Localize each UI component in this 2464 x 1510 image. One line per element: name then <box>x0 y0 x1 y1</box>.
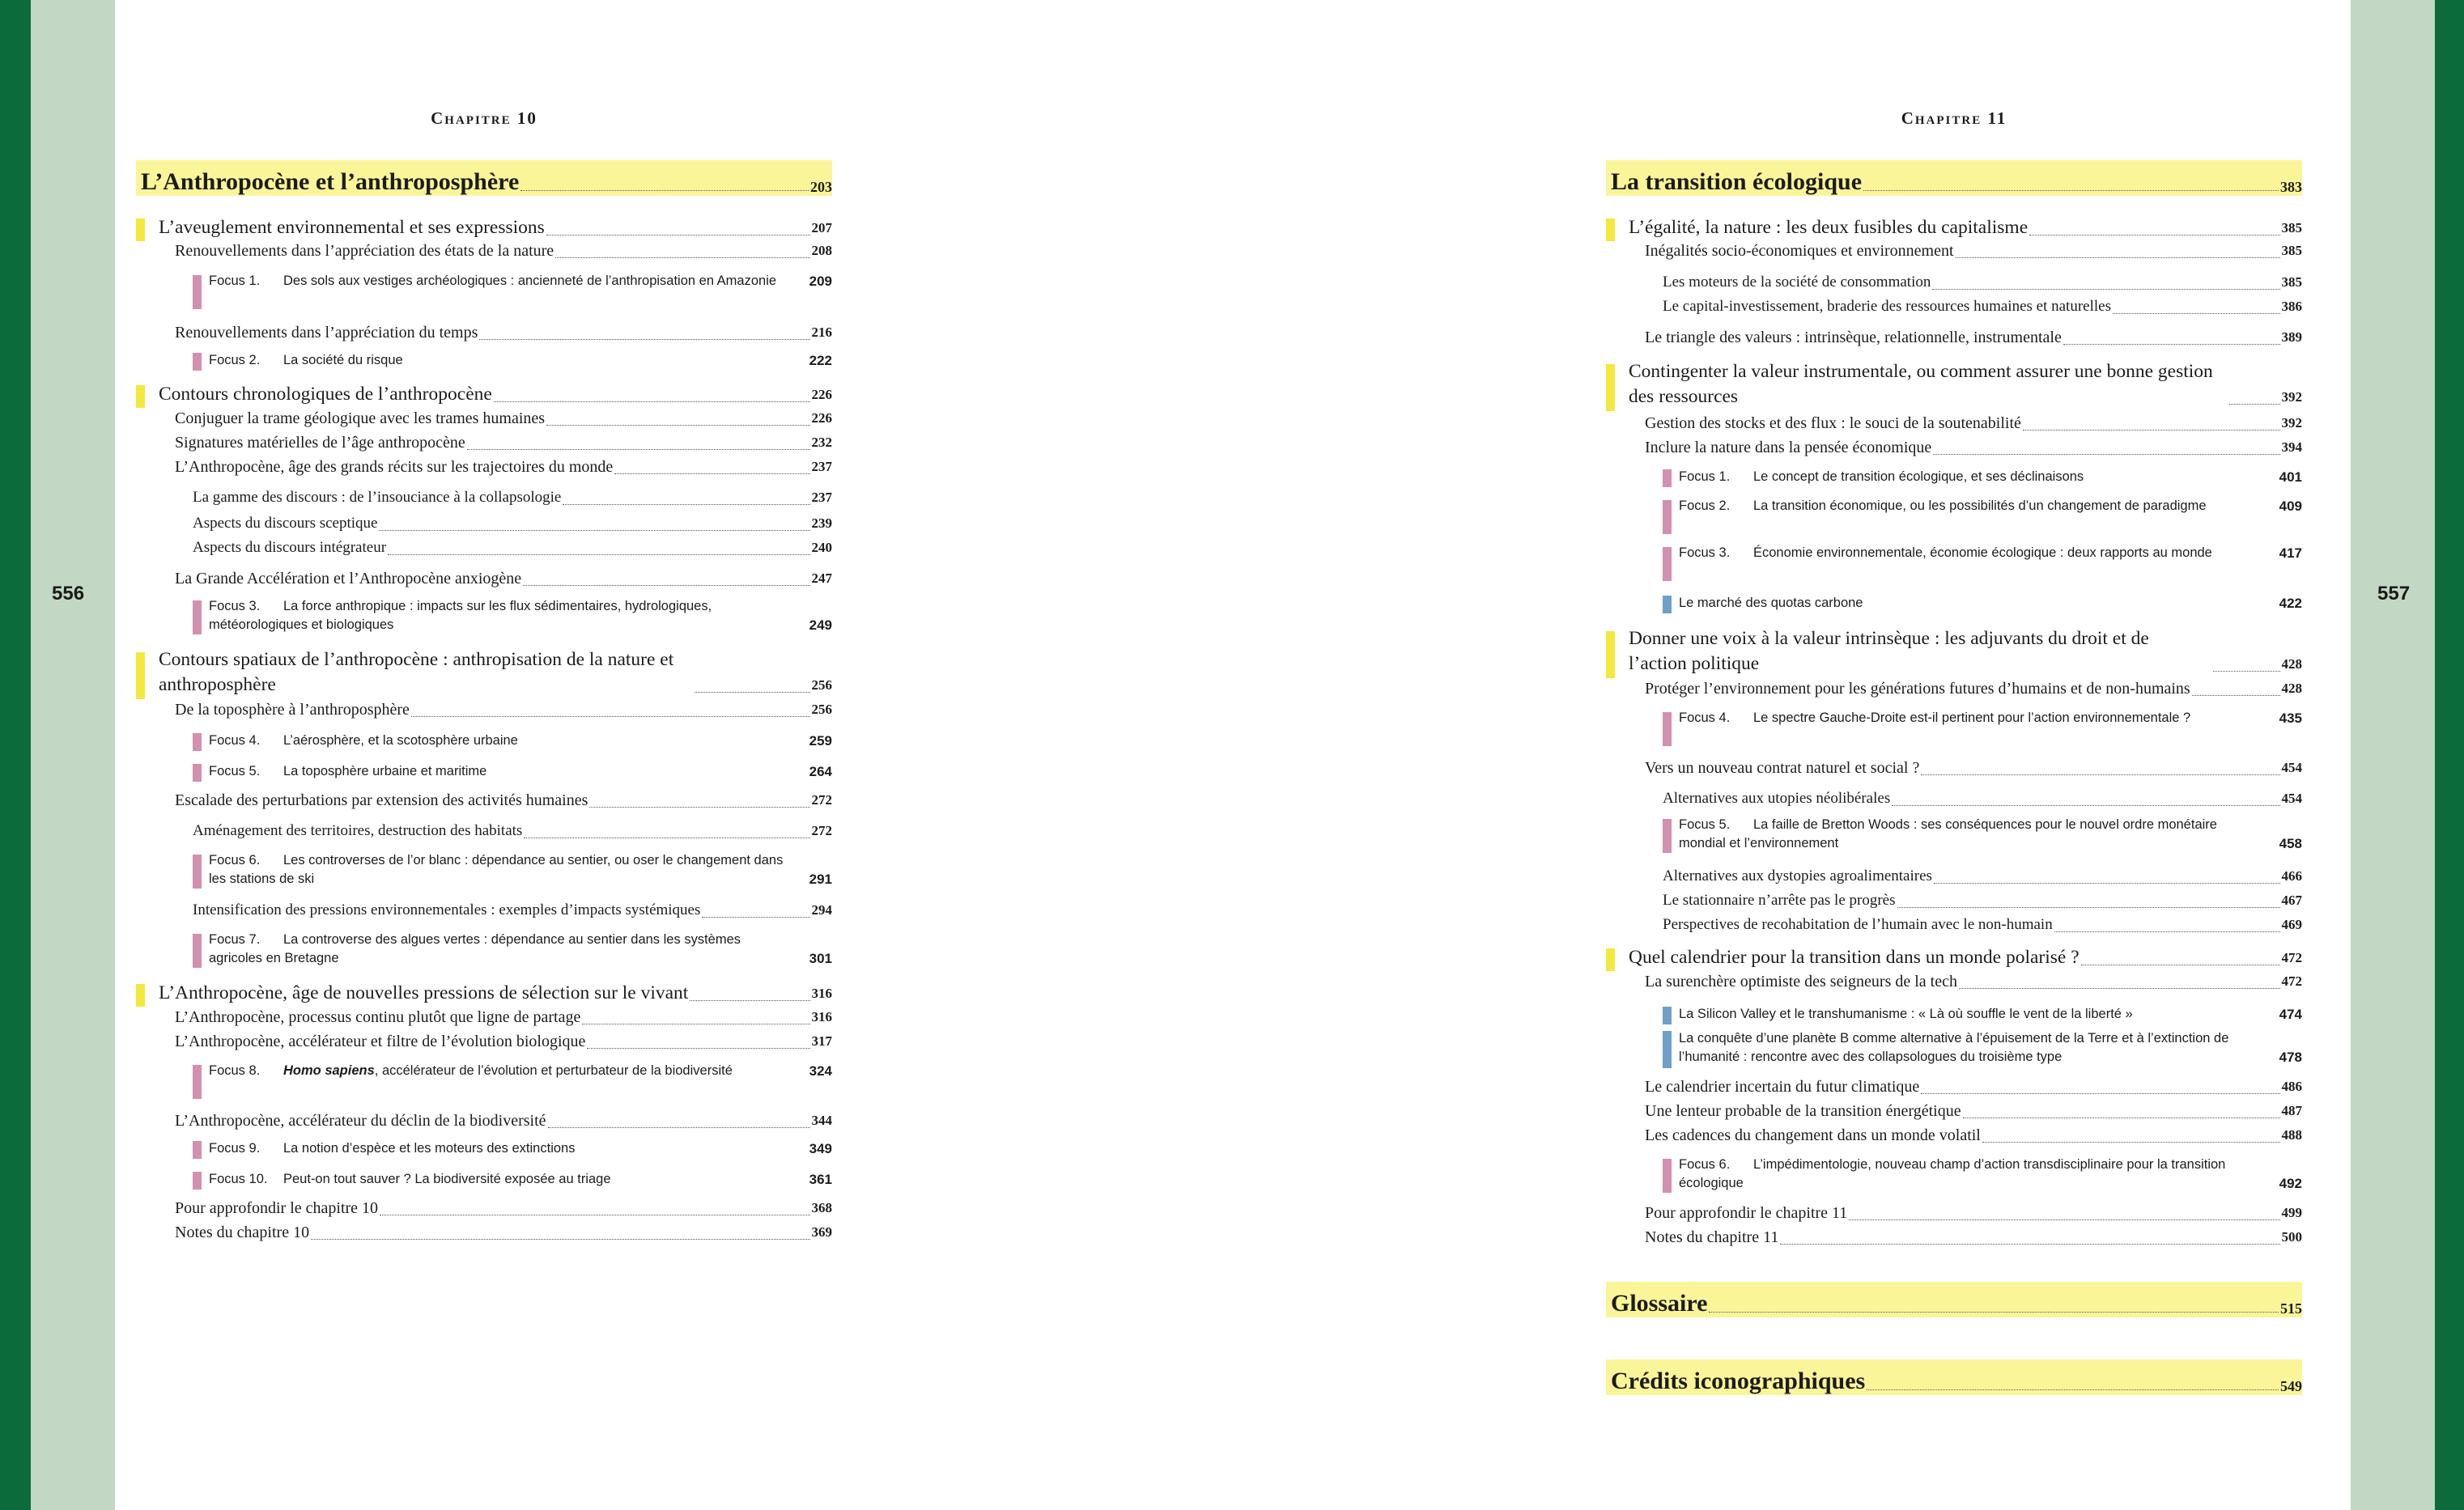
focus-marker <box>1663 500 1672 534</box>
toc-aside[interactable]: La conquête d’une planète B comme alternative à l’épuisement de la Terre et à l’extinction de l’humanité : rencontre avec des collapsologues du troisième type 478 <box>1679 1031 2302 1065</box>
part-heading[interactable] <box>136 160 832 196</box>
toc-subsection[interactable]: Escalade des perturbations par extension des activités humaines 272 <box>175 791 832 809</box>
toc-focus[interactable]: Focus 7. La controverse des algues vertes : dépendance au sentier dans les systèmes agricoles en Bretagne 301 <box>209 932 832 966</box>
toc-subsection[interactable]: Une lenteur probable de la transition énergétique 487 <box>1645 1102 2302 1120</box>
toc-aside[interactable]: Le marché des quotas carbone 422 <box>1679 596 2302 611</box>
focus-marker <box>1663 819 1672 853</box>
toc-focus[interactable]: Focus 10. Peut-on tout sauver ? La biodiversité exposée au triage 361 <box>209 1172 832 1187</box>
toc-subsubsection[interactable]: Aspects du discours intégrateur 240 <box>193 539 832 556</box>
focus-marker <box>193 733 202 751</box>
section-marker <box>136 218 145 241</box>
toc-subsection[interactable]: La Grande Accélération et l’Anthropocène anxiogène 247 <box>175 570 832 587</box>
part-heading[interactable] <box>1606 160 2302 196</box>
left-edge-dark-band <box>0 0 31 1510</box>
toc-subsubsection[interactable]: La gamme des discours : de l’insouciance à la collapsologie 237 <box>193 489 832 506</box>
toc-section[interactable]: Contours spatiaux de l’anthropocène : anthropisation de la nature et anthroposphère 256 <box>159 649 832 695</box>
toc-aside[interactable]: La Silicon Valley et le transhumanisme : « Là où souffle le vent de la liberté » 474 <box>1679 1007 2302 1022</box>
toc-subsection[interactable]: Gestion des stocks et des flux : le souci de la soutenabilité 392 <box>1645 414 2302 432</box>
aside-marker <box>1663 1007 1672 1024</box>
section-marker <box>1606 218 1615 241</box>
focus-marker <box>193 600 202 634</box>
section-marker <box>136 385 145 408</box>
focus-marker <box>193 855 202 889</box>
toc-subsubsection[interactable]: Le capital-investissement, braderie des ressources humaines et naturelles 386 <box>1663 298 2302 315</box>
page-number-left: 556 <box>52 583 85 604</box>
focus-marker <box>1663 469 1672 487</box>
toc-section[interactable]: L’Anthropocène, âge de nouvelles pressions de sélection sur le vivant 316 <box>159 982 832 1003</box>
toc-subsection[interactable]: Inégalités socio-économiques et environnement 385 <box>1645 242 2302 260</box>
toc-focus[interactable]: Focus 4. Le spectre Gauche-Droite est-il pertinent pour l’action environnementale ? 435 <box>1679 710 2302 726</box>
toc-section[interactable]: L’aveuglement environnemental et ses expressions 207 <box>159 217 832 238</box>
section-marker <box>136 652 145 699</box>
part-page: 383 <box>2280 179 2302 195</box>
italic-species-name: Homo sapiens <box>283 1063 375 1078</box>
focus-marker <box>193 275 202 309</box>
toc-subsection[interactable]: Inclure la nature dans la pensée économique 394 <box>1645 439 2302 456</box>
toc-focus[interactable]: Focus 6. Les controverses de l’or blanc : dépendance au sentier, ou oser le changement dans les stations de ski 291 <box>209 853 832 887</box>
toc-subsection[interactable]: Conjuguer la trame géologique avec les trames humaines 226 <box>175 409 832 427</box>
section-marker <box>1606 631 1615 678</box>
toc-subsection[interactable]: De la toposphère à l’anthroposphère 256 <box>175 701 832 719</box>
focus-marker <box>1663 712 1672 746</box>
section-marker <box>1606 948 1615 971</box>
focus-marker <box>1663 1159 1672 1193</box>
toc-subsubsection[interactable]: Aspects du discours sceptique 239 <box>193 515 832 532</box>
toc-section[interactable]: Contingenter la valeur instrumentale, ou comment assurer une bonne gestion des ressources 392 <box>1629 361 2302 407</box>
toc-focus[interactable]: Focus 1. Le concept de transition écologique, et ses déclinaisons 401 <box>1679 469 2302 485</box>
toc-subsubsection[interactable]: Intensification des pressions environnementales : exemples d’impacts systémiques 294 <box>193 901 832 918</box>
toc-subsection[interactable]: Le calendrier incertain du futur climatique 486 <box>1645 1078 2302 1096</box>
chapter-heading: Chapitre 11 <box>1901 108 2007 128</box>
toc-focus[interactable]: Focus 2. La transition économique, ou les possibilités d’un changement de paradigme 409 <box>1679 498 2302 514</box>
part-title: La transition écologique <box>1611 168 1863 195</box>
credits-heading[interactable]: Crédits iconographiques 549 <box>1606 1359 2302 1395</box>
toc-subsection[interactable]: L’Anthropocène, processus continu plutôt que ligne de partage 316 <box>175 1008 832 1026</box>
toc-subsection[interactable]: Le triangle des valeurs : intrinsèque, relationnelle, instrumentale 389 <box>1645 329 2302 346</box>
toc-focus[interactable]: Focus 5. La toposphère urbaine et maritime 264 <box>209 764 832 779</box>
focus-marker <box>193 764 202 782</box>
focus-marker <box>193 1172 202 1190</box>
toc-subsubsection[interactable]: Perspectives de recohabitation de l’humain avec le non-humain 469 <box>1663 916 2302 933</box>
toc-section[interactable]: Quel calendrier pour la transition dans un monde polarisé ? 472 <box>1629 947 2302 968</box>
aside-marker <box>1663 1031 1672 1068</box>
toc-subsection[interactable]: La surenchère optimiste des seigneurs de la tech 472 <box>1645 973 2302 990</box>
glossaire-heading[interactable]: Glossaire 515 <box>1606 1282 2302 1317</box>
toc-subsubsection[interactable]: Alternatives aux dystopies agroalimentaires 466 <box>1663 867 2302 884</box>
toc-subsubsection[interactable]: Alternatives aux utopies néolibérales 454 <box>1663 790 2302 807</box>
toc-subsection[interactable]: L’Anthropocène, accélérateur du déclin de la biodiversité 344 <box>175 1112 832 1130</box>
section-marker <box>1606 364 1615 411</box>
toc-subsection[interactable]: Vers un nouveau contrat naturel et social ? 454 <box>1645 759 2302 777</box>
toc-focus[interactable]: Focus 5. La faille de Bretton Woods : ses conséquences pour le nouvel ordre monétaire mondial et l’environnement 458 <box>1679 817 2302 851</box>
focus-marker <box>193 934 202 968</box>
part-page: 203 <box>810 179 832 195</box>
toc-subsection[interactable]: Notes du chapitre 10 369 <box>175 1224 832 1241</box>
toc-focus[interactable]: Focus 2. La société du risque 222 <box>209 353 832 368</box>
toc-subsection[interactable]: Pour approfondir le chapitre 11 499 <box>1645 1204 2302 1222</box>
toc-section[interactable]: L’égalité, la nature : les deux fusibles du capitalisme 385 <box>1629 217 2302 238</box>
toc-focus[interactable]: Focus 9. La notion d’espèce et les moteurs des extinctions 349 <box>209 1141 832 1156</box>
left-edge-light-band <box>31 0 115 1510</box>
toc-subsection[interactable]: Notes du chapitre 11 500 <box>1645 1228 2302 1246</box>
toc-focus[interactable]: Focus 4. L’aérosphère, et la scotosphère urbaine 259 <box>209 733 832 749</box>
toc-section[interactable]: Donner une voix à la valeur intrinsèque : les adjuvants du droit et de l’action politique 428 <box>1629 628 2302 674</box>
toc-focus[interactable]: Focus 3. La force anthropique : impacts sur les flux sédimentaires, hydrologiques, météorologiques et biologiques 249 <box>209 599 832 633</box>
chapter-heading: Chapitre 10 <box>431 108 537 128</box>
focus-marker <box>193 353 202 371</box>
toc-focus[interactable]: Focus 3. Économie environnementale, économie écologique : deux rapports au monde 417 <box>1679 545 2302 561</box>
right-edge-dark-band <box>2435 0 2464 1510</box>
toc-focus[interactable]: Focus 8. Homo sapiens, accélérateur de l’évolution et perturbateur de la biodiversité 324 <box>209 1063 832 1079</box>
toc-subsubsection[interactable]: Aménagement des territoires, destruction des habitats 272 <box>193 822 832 839</box>
aside-marker <box>1663 596 1672 613</box>
toc-subsection[interactable]: Signatures matérielles de l’âge anthropocène 232 <box>175 434 832 452</box>
toc-subsection[interactable]: Protéger l’environnement pour les générations futures d’humains et de non-humains 428 <box>1645 680 2302 698</box>
toc-subsubsection[interactable]: Les moteurs de la société de consommation 385 <box>1663 274 2302 291</box>
toc-subsection[interactable]: Les cadences du changement dans un monde volatil 488 <box>1645 1126 2302 1144</box>
toc-subsection[interactable]: Renouvellements dans l’appréciation des états de la nature 208 <box>175 242 832 260</box>
toc-focus[interactable]: Focus 1. Des sols aux vestiges archéologiques : ancienneté de l’anthropisation en Amazonie 209 <box>209 274 832 289</box>
toc-subsubsection[interactable]: Le stationnaire n’arrête pas le progrès 467 <box>1663 892 2302 909</box>
toc-section[interactable]: Contours chronologiques de l’anthropocène 226 <box>159 384 832 405</box>
toc-subsection[interactable]: Renouvellements dans l’appréciation du temps 216 <box>175 324 832 341</box>
focus-marker <box>193 1065 202 1099</box>
toc-subsection[interactable]: Pour approfondir le chapitre 10 368 <box>175 1199 832 1217</box>
toc-subsection[interactable]: L’Anthropocène, âge des grands récits sur les trajectoires du monde 237 <box>175 458 832 476</box>
page-number-right: 557 <box>2377 583 2411 604</box>
section-marker <box>136 984 145 1007</box>
focus-marker <box>193 1141 202 1159</box>
focus-marker <box>1663 547 1672 581</box>
toc-subsection[interactable]: L’Anthropocène, accélérateur et filtre de l’évolution biologique 317 <box>175 1033 832 1050</box>
toc-focus[interactable]: Focus 6. L’impédimentologie, nouveau champ d’action transdisciplinaire pour la transition écologique 492 <box>1679 1157 2302 1191</box>
right-edge-light-band <box>2351 0 2435 1510</box>
part-title: L’Anthropocène et l’anthroposphère <box>141 168 520 195</box>
